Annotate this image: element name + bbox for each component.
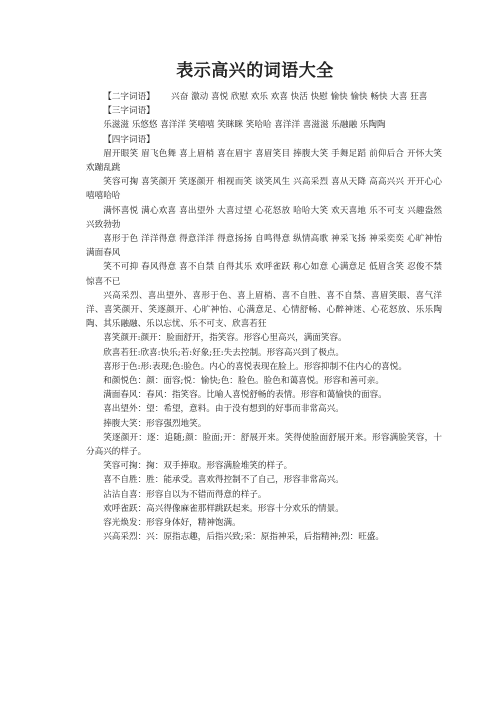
definition: 欢呼雀跃：高兴得像麻雀那样跳跃起来。形容十分欢乐的情景。 [103, 503, 344, 514]
definition: 喜不自胜：胜：能承受。喜欢得控制不了自己，形容非常高兴。 [103, 475, 344, 486]
two-char-words: 兴奋 激动 喜悦 欣慰 欢乐 欢喜 快活 快慰 愉快 愉快 畅快 大喜 狂喜 [171, 92, 428, 102]
definition: 笑容可掬：掬：双手捧取。形容满脸堆笑的样子。 [103, 461, 293, 472]
paragraph: 眉开眼笑 眉飞色舞 喜上眉梢 喜在眉宇 喜眉笑目 捧腹大笑 手舞足蹈 前仰后合 开怀大笑 欢蹦乱跳 [86, 148, 442, 174]
paragraph: 兴高采烈、喜出望外、喜形于色、喜上眉梢、喜不自胜、喜不自禁、喜眉笑眼、喜气洋洋、喜笑颜开、笑逐颜开、心旷神怡、心满意足、心情舒畅、心醉神迷、心花怒放、乐乐陶陶、其乐融融、乐以忘忧、乐不可支、欣喜若狂 [86, 290, 442, 330]
paragraph: 笑容可掬 喜笑颜开 笑逐颜开 相视而笑 谈笑风生 兴高采烈 喜从天降 高高兴兴 开开心心 嘻嘻哈哈 [86, 177, 442, 202]
document-title: 表示高兴的词语大全 [176, 61, 334, 81]
definition: 沾沾自喜：形容自以为不错而得意的样子。 [103, 489, 267, 500]
definition: 满面春风：春风：指笑容。比喻人喜悦舒畅的表情。形容和蔼愉快的面容。 [103, 390, 387, 401]
section-heading-two-char: 【二字词语】 [103, 92, 155, 102]
paragraph: 喜形于色 洋洋得意 得意洋洋 得意扬扬 自鸣得意 纵情高歌 神采飞扬 神采奕奕 心旷神怡 满面春风 [86, 234, 442, 259]
three-char-words: 乐滋滋 乐悠悠 喜洋洋 笑嘻嘻 笑眯眯 笑哈哈 喜洋洋 喜滋滋 乐融融 乐陶陶 [103, 120, 386, 131]
definition: 喜形于色:形:表现;色:脸色。内心的喜悦表现在脸上。形容抑制不住内心的喜悦。 [103, 361, 407, 372]
definition: 容光焕发：形容身体好，精神饱满。 [103, 518, 241, 529]
definition: 喜出望外：望：希望，意料。由于没有想到的好事而非常高兴。 [103, 404, 344, 415]
definition: 和颜悦色：颜：面容;悦：愉快;色：脸色。脸色和蔼喜悦。形容和善可亲。 [103, 376, 384, 387]
definition: 捧腹大笑：形容强烈地笑。 [103, 418, 207, 429]
definition: 喜笑颜开:颜开：脸面舒开，指笑容。形容心里高兴，满面笑容。 [103, 333, 347, 344]
section-two-char [86, 90, 442, 104]
paragraph: 满怀喜悦 满心欢喜 喜出望外 大喜过望 心花怒放 哈哈大笑 欢天喜地 乐不可支 兴趣盎然 兴致勃勃 [86, 205, 442, 230]
paragraph: 笑不可抑 春风得意 喜不自禁 自得其乐 欢呼雀跃 称心如意 心满意足 低眉含笑 忍俊不禁 惊喜不已 [86, 262, 442, 287]
definition: 笑逐颜开：逐：追随;颜：脸面;开：舒展开来。笑得使脸面舒展开来。形容满脸笑容，十分高兴的样子。 [86, 432, 442, 458]
definition: 欣喜若狂:欣喜:快乐;若:好象;狂:失去控制。形容高兴到了极点。 [103, 347, 344, 358]
section-heading-three-char: 【三字词语】 [103, 106, 155, 117]
section-heading-four-char: 【四字词语】 [103, 134, 155, 145]
definition: 兴高采烈：兴：原指志趣，后指兴致;采：原指神采，后指精神;烈：旺盛。 [103, 532, 384, 543]
